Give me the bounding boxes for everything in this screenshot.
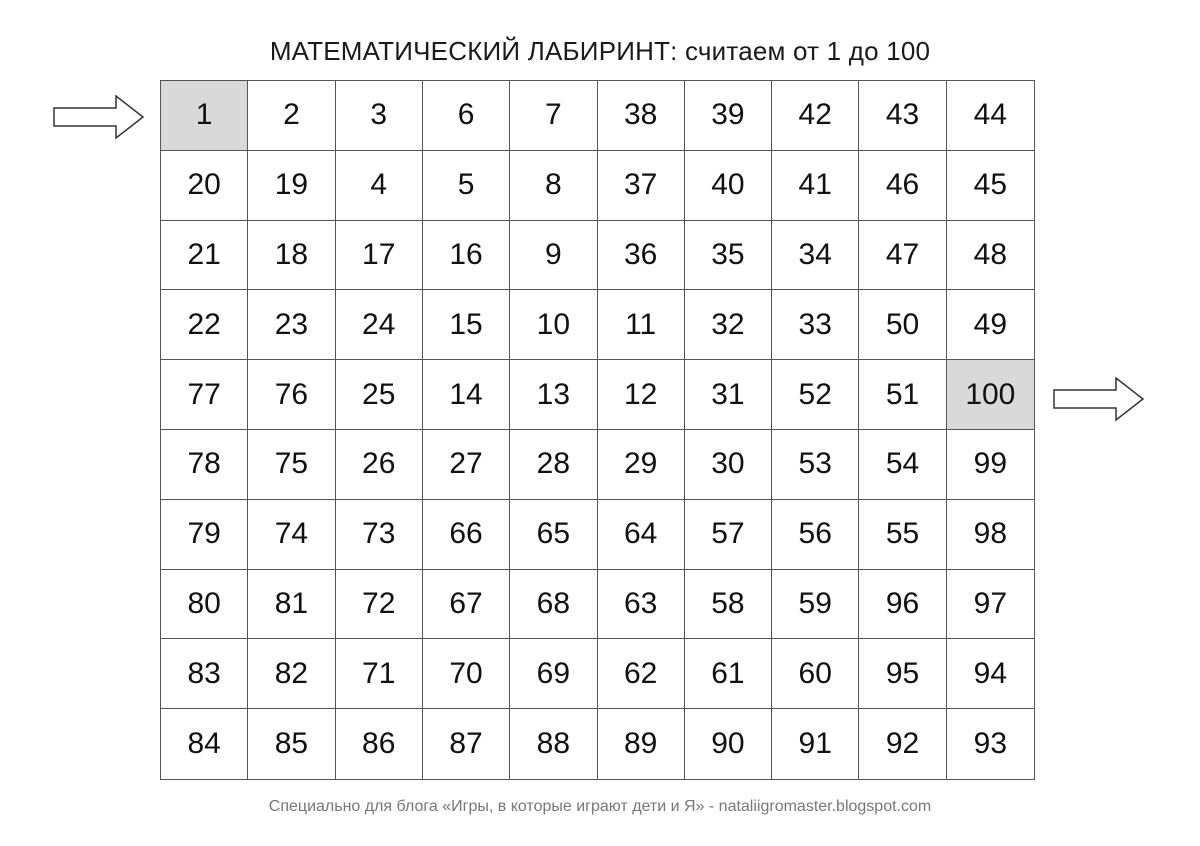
maze-cell[interactable]: 61 (685, 639, 772, 709)
maze-cell[interactable]: 26 (336, 430, 423, 500)
maze-cell[interactable]: 73 (336, 500, 423, 570)
maze-cell[interactable]: 5 (423, 151, 510, 221)
maze-cell[interactable]: 100 (947, 360, 1034, 430)
maze-cell[interactable]: 51 (859, 360, 946, 430)
maze-cell[interactable]: 83 (161, 639, 248, 709)
maze-cell[interactable]: 79 (161, 500, 248, 570)
maze-cell[interactable]: 14 (423, 360, 510, 430)
maze-cell[interactable]: 68 (510, 570, 597, 640)
maze-cell[interactable]: 63 (598, 570, 685, 640)
maze-cell[interactable]: 47 (859, 221, 946, 291)
maze-cell[interactable]: 86 (336, 709, 423, 779)
maze-cell[interactable]: 88 (510, 709, 597, 779)
maze-cell[interactable]: 10 (510, 290, 597, 360)
maze-cell[interactable]: 96 (859, 570, 946, 640)
maze-cell[interactable]: 82 (248, 639, 335, 709)
maze-cell[interactable]: 84 (161, 709, 248, 779)
maze-cell[interactable]: 16 (423, 221, 510, 291)
maze-cell[interactable]: 31 (685, 360, 772, 430)
maze-cell[interactable]: 46 (859, 151, 946, 221)
maze-cell[interactable]: 72 (336, 570, 423, 640)
maze-cell[interactable]: 30 (685, 430, 772, 500)
maze-cell[interactable]: 20 (161, 151, 248, 221)
maze-cell[interactable]: 87 (423, 709, 510, 779)
maze-cell[interactable]: 77 (161, 360, 248, 430)
maze-cell[interactable]: 75 (248, 430, 335, 500)
maze-cell[interactable]: 4 (336, 151, 423, 221)
maze-cell[interactable]: 78 (161, 430, 248, 500)
maze-cell[interactable]: 70 (423, 639, 510, 709)
maze-cell[interactable]: 94 (947, 639, 1034, 709)
maze-cell[interactable]: 36 (598, 221, 685, 291)
maze-cell[interactable]: 43 (859, 81, 946, 151)
maze-cell[interactable]: 66 (423, 500, 510, 570)
maze-cell[interactable]: 62 (598, 639, 685, 709)
maze-cell[interactable]: 28 (510, 430, 597, 500)
maze-cell[interactable]: 33 (772, 290, 859, 360)
maze-cell[interactable]: 19 (248, 151, 335, 221)
maze-cell[interactable]: 85 (248, 709, 335, 779)
page-title: МАТЕМАТИЧЕСКИЙ ЛАБИРИНТ: считаем от 1 до 100 (269, 36, 931, 66)
maze-cell[interactable]: 24 (336, 290, 423, 360)
maze-cell[interactable]: 15 (423, 290, 510, 360)
maze-cell[interactable]: 93 (973, 727, 1008, 761)
maze-cell[interactable]: 80 (161, 570, 248, 640)
maze-cell[interactable]: 6 (423, 81, 510, 151)
maze-cell[interactable]: 2 (248, 81, 335, 151)
maze-cell[interactable]: 32 (685, 290, 772, 360)
maze-cell[interactable]: 1 (161, 81, 248, 151)
maze-cell[interactable]: 92 (859, 709, 946, 779)
maze-cell[interactable]: 67 (423, 570, 510, 640)
maze-cell[interactable]: 53 (772, 430, 859, 500)
start-arrow-icon (52, 92, 146, 142)
maze-cell[interactable]: 23 (248, 290, 335, 360)
maze-cell[interactable]: 21 (161, 221, 248, 291)
maze-cell[interactable]: 97 (947, 570, 1034, 640)
maze-cell[interactable]: 37 (598, 151, 685, 221)
maze-cell[interactable]: 54 (859, 430, 946, 500)
maze-cell[interactable]: 56 (772, 500, 859, 570)
maze-cell[interactable]: 22 (161, 290, 248, 360)
maze-cell[interactable]: 39 (685, 81, 772, 151)
maze-cell[interactable]: 98 (947, 500, 1034, 570)
maze-cell[interactable]: 3 (336, 81, 423, 151)
maze-cell[interactable]: 99 (947, 430, 1034, 500)
maze-grid (160, 80, 1035, 780)
maze-cell[interactable]: 17 (336, 221, 423, 291)
footer-credit: Специально для блога «Игры, в которые играют дети и Я» - nataliigromaster.blogspot.com (268, 798, 932, 815)
maze-cell[interactable]: 45 (947, 151, 1034, 221)
maze-cell[interactable]: 42 (772, 81, 859, 151)
maze-cell[interactable]: 81 (248, 570, 335, 640)
maze-cell[interactable]: 52 (772, 360, 859, 430)
maze-cell[interactable]: 11 (598, 290, 685, 360)
maze-cell[interactable]: 59 (772, 570, 859, 640)
maze-cell[interactable]: 71 (336, 639, 423, 709)
maze-cell[interactable]: 65 (510, 500, 597, 570)
maze-cell[interactable]: 48 (947, 221, 1034, 291)
maze-cell[interactable]: 95 (859, 639, 946, 709)
maze-cell[interactable]: 8 (510, 151, 597, 221)
maze-cell[interactable]: 25 (336, 360, 423, 430)
maze-cell[interactable]: 18 (248, 221, 335, 291)
exit-arrow-icon (1052, 374, 1146, 424)
maze-cell[interactable]: 41 (772, 151, 859, 221)
maze-cell[interactable]: 12 (598, 360, 685, 430)
maze-cell[interactable]: 50 (859, 290, 946, 360)
maze-cell[interactable]: 38 (598, 81, 685, 151)
maze-cell[interactable]: 34 (772, 221, 859, 291)
maze-cell[interactable]: 27 (423, 430, 510, 500)
maze-cell[interactable]: 64 (598, 500, 685, 570)
maze-cell[interactable]: 91 (772, 709, 859, 779)
maze-cell[interactable]: 40 (685, 151, 772, 221)
maze-cell[interactable]: 35 (685, 221, 772, 291)
maze-cell[interactable]: 55 (859, 500, 946, 570)
maze-cell[interactable]: 74 (248, 500, 335, 570)
maze-cell[interactable]: 29 (598, 430, 685, 500)
maze-cell[interactable]: 57 (685, 500, 772, 570)
maze-cell[interactable]: 44 (947, 81, 1034, 151)
maze-cell[interactable]: 76 (248, 360, 335, 430)
maze-cell[interactable]: 90 (685, 709, 772, 779)
maze-cell[interactable]: 49 (947, 290, 1034, 360)
maze-cell[interactable]: 9 (510, 221, 597, 291)
maze-cell[interactable]: 69 (510, 639, 597, 709)
maze-cell[interactable]: 7 (510, 81, 597, 151)
maze-cell[interactable]: 89 (598, 709, 685, 779)
maze-cell[interactable]: 13 (510, 360, 597, 430)
maze-cell[interactable]: 60 (772, 639, 859, 709)
maze-cell[interactable]: 58 (685, 570, 772, 640)
